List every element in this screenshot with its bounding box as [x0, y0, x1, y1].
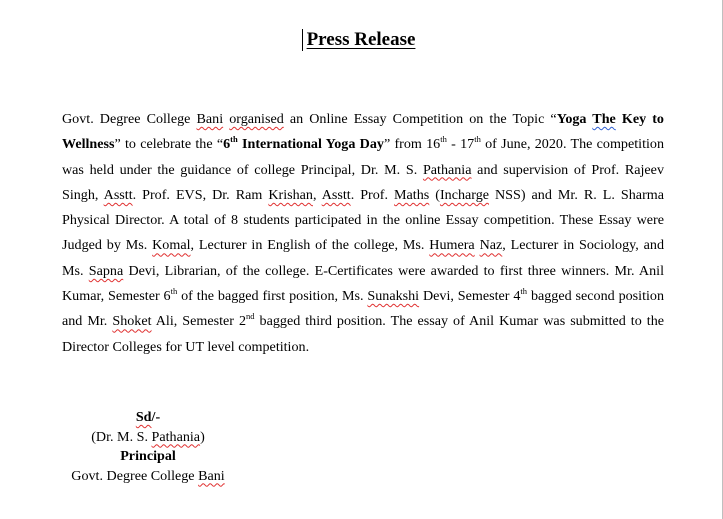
text-run: . Prof. [350, 186, 395, 203]
grammar-flagged-word: The [592, 111, 616, 127]
press-release-body [62, 107, 664, 360]
misspelled-word: Humera [429, 237, 475, 254]
text-run: Yoga [556, 111, 593, 127]
misspelled-word: Pathania [151, 428, 201, 445]
text-run: Devi, Librarian, of the college. E-Certificates were awarded to first three winners. Mr. Anil Kumar, Semester 6 [62, 262, 664, 305]
text-run: ” to celebrate the “ [114, 136, 224, 153]
text-run: - 17 [446, 136, 475, 153]
text-run: ( [429, 186, 440, 203]
text-run: Devi, Semester 4 [419, 288, 521, 305]
signatory-institution [58, 467, 238, 487]
misspelled-word: Krishan [268, 186, 313, 203]
text-run: Govt. Degree College [71, 467, 199, 484]
text-run: (Dr. M. S. [91, 428, 152, 445]
misspelled-word: Incharge [439, 186, 489, 203]
text-run: bagged third position. The essay of Anil Kumar was submitted to the Director Colleges for UT level competition. [62, 313, 664, 355]
text-run: , Lecturer in Sociology, and Ms. [62, 237, 664, 279]
misspelled-word: Pathania [422, 161, 472, 178]
text-run: ” from 16 [383, 136, 441, 153]
misspelled-word: Sapna [88, 262, 124, 279]
misspelled-word: Bani [198, 467, 225, 484]
signature-block [58, 408, 238, 486]
text-run: ) [200, 428, 205, 445]
text-run: an Online Essay Competition on the Topic “ [283, 111, 557, 127]
misspelled-word: Asstt [103, 186, 133, 203]
misspelled-word: Komal [152, 237, 191, 254]
superscript: th [474, 134, 481, 145]
text-run: bagged second position and Mr. [62, 288, 665, 330]
superscript: th [520, 286, 528, 297]
text-run: of June, 2020. The competition was held under the guidance of college Principal, Dr. M. S. [62, 136, 664, 178]
text-run: . Prof. EVS, Dr. Ram [132, 186, 269, 203]
event-name [223, 136, 384, 152]
misspelled-word: Bani [196, 111, 224, 127]
misspelled-word: Sunakshi [367, 288, 420, 305]
text-run: of the bagged first position, Ms. [177, 288, 368, 305]
text-run: 6 [223, 136, 231, 153]
text-run: International Yoga Day [237, 136, 384, 153]
page-title: Press Release [306, 29, 416, 50]
text-run: Key to Wellness [62, 111, 664, 153]
signature-mark [58, 408, 238, 428]
signatory-name [58, 428, 238, 448]
text-run: and supervision of Prof. Rajeev Singh, [62, 161, 664, 203]
text-run: Ali, Semester 2 [151, 313, 247, 330]
text-run: , [312, 186, 322, 203]
misspelled-word: Naz [479, 237, 503, 254]
misspelled-word: Shoket [112, 313, 152, 330]
superscript: th [230, 134, 238, 145]
superscript: th [440, 134, 447, 145]
text-run: /- [151, 409, 161, 425]
text-run: NSS) and Mr. R. L. Sharma Physical Director. A total of 8 students participated in the online Essay competition. These Essay were Judged by Ms. [62, 186, 664, 254]
misspelled-word: Sd [135, 409, 152, 425]
text-run: , Lecturer in English of the college, Ms. [190, 237, 430, 254]
misspelled-word: organised [229, 111, 284, 127]
superscript: nd [246, 311, 255, 322]
text-run: Govt. Degree College [62, 111, 197, 127]
misspelled-word: Asstt [321, 186, 351, 203]
misspelled-word: Maths [394, 186, 430, 203]
signatory-designation: Principal [120, 448, 176, 464]
superscript: th [170, 286, 178, 297]
